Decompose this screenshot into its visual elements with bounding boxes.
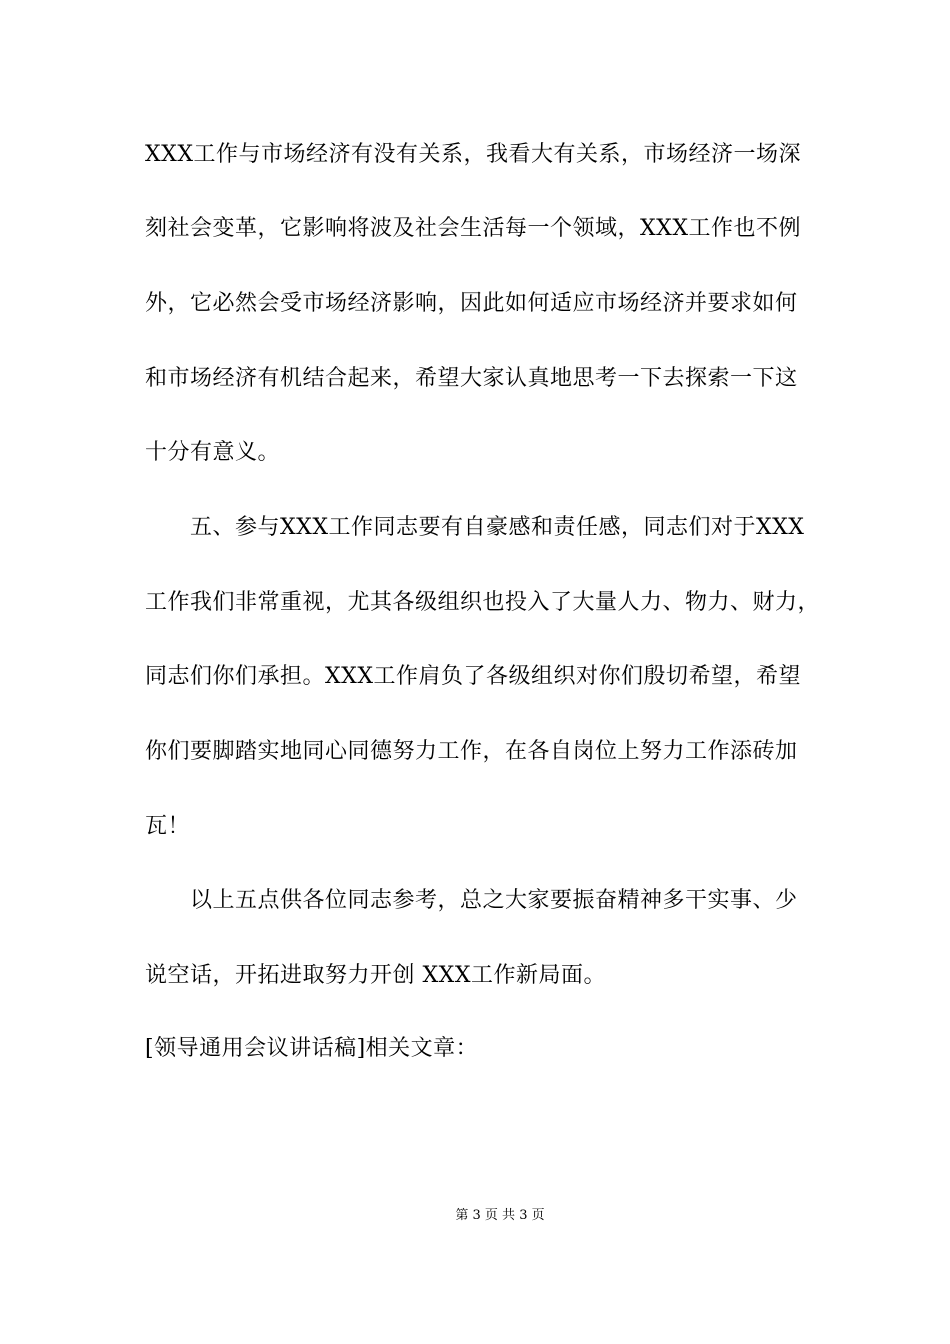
page-number-footer: 第 3 页 共 3 页 [455, 1208, 545, 1223]
text-line: 同志们你们承担。XXX工作肩负了各级组织对你们殷切希望，希望 [145, 664, 801, 689]
text-line: 说空话，开拓进取努力开创 XXX工作新局面。 [145, 963, 606, 988]
text-line: XXX工作与市场经济有没有关系，我看大有关系，市场经济一场深 [145, 142, 801, 167]
text-line: 以上五点供各位同志参考，总之大家要振奋精神多干实事、少 [190, 888, 798, 913]
text-line: 和市场经济有机结合起来，希望大家认真地思考一下去探索一下这 [145, 366, 798, 391]
text-line: 工作我们非常重视，尤其各级组织也投入了大量人力、物力、财力， [145, 590, 821, 615]
related-articles-heading: [领导通用会议讲话稿]相关文章： [145, 1036, 479, 1061]
text-line: 五、参与XXX工作同志要有自豪感和责任感，同志们对于XXX [190, 515, 805, 540]
text-line: 外，它必然会受市场经济影响，因此如何适应市场经济并要求如何 [145, 291, 798, 316]
text-line: 刻社会变革，它影响将波及社会生活每一个领域，XXX工作也不例 [145, 216, 801, 241]
text-line: 你们要脚踏实地同心同德努力工作，在各自岗位上努力工作添砖加 [145, 739, 798, 764]
text-line: 瓦！ [145, 814, 191, 839]
text-line: 十分有意义。 [145, 440, 281, 465]
